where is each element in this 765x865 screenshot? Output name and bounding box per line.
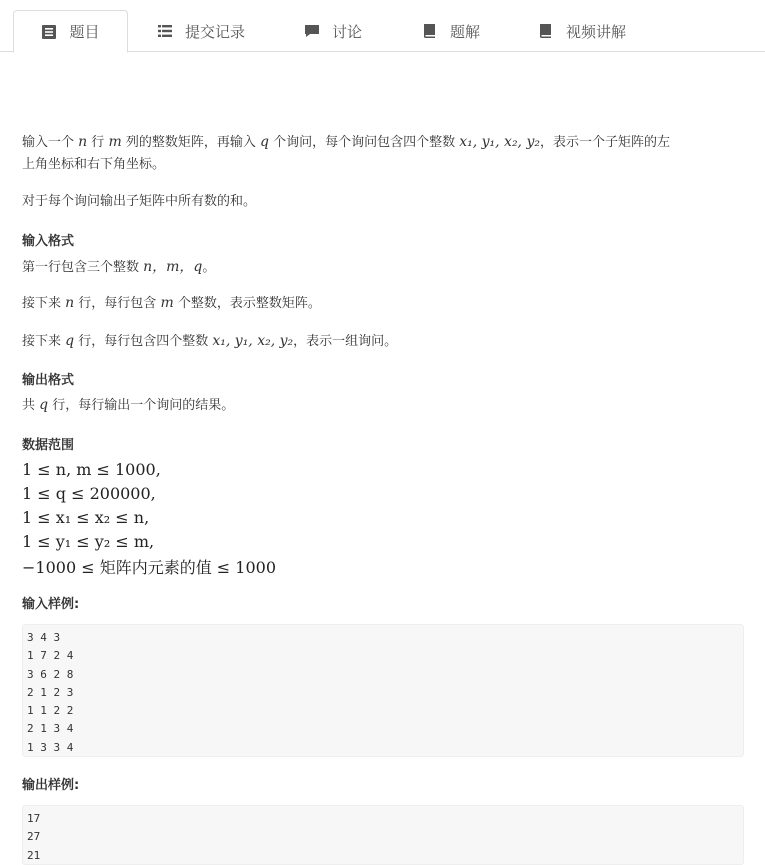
sample-input-heading: 输入样例: (22, 597, 80, 612)
tab-label: 视频讲解 (566, 22, 627, 41)
code-line: 2 1 2 3 (27, 685, 74, 699)
problem-intro: 输入一个 n 行 m 列的整数矩阵，再输入 q 个询问，每个询问包含四个整数 x₁, y₁, x₂, y₂，表示一个子矩阵的左 上角坐标和右下角坐标。 (22, 134, 670, 172)
tab-video[interactable] (538, 10, 626, 52)
code-line: 3 4 3 (27, 631, 61, 644)
input-format-heading: 输入格式 (22, 234, 75, 249)
range-line: 1 ≤ y₁ ≤ y₂ ≤ m, (22, 532, 155, 551)
code-line: 2 1 3 4 (27, 722, 74, 736)
tab-bar (0, 0, 765, 52)
code-line: 1 7 2 4 (27, 649, 74, 663)
video-book-icon (538, 23, 554, 39)
sample-input-block (22, 624, 744, 757)
code-line: 1 1 2 2 (27, 704, 74, 718)
tab-solutions[interactable] (422, 10, 480, 52)
sample-output-block (22, 805, 744, 865)
code-line: 27 (27, 830, 41, 844)
output-format-heading: 输出格式 (22, 373, 75, 388)
book-icon (422, 23, 438, 39)
chat-icon (304, 23, 320, 39)
input-format-line-3: 接下来 q 行，每行包含四个整数 x₁, y₁, x₂, y₂，表示一组询问。 (22, 333, 398, 349)
tab-label: 讨论 (332, 22, 363, 41)
code-line: 3 6 2 8 (27, 667, 74, 681)
tab-label: 题目 (69, 23, 100, 41)
code-line: 1 3 3 4 (27, 740, 74, 754)
list-icon (157, 23, 173, 39)
tab-submissions[interactable] (157, 10, 245, 52)
problem-task: 对于每个询问输出子矩阵中所有数的和。 (22, 194, 257, 209)
code-line: 17 (27, 812, 41, 825)
code-line: 21 (27, 848, 41, 862)
tab-label: 提交记录 (185, 22, 246, 41)
sample-output-heading: 输出样例: (22, 778, 80, 793)
output-format-line: 共 q 行，每行输出一个询问的结果。 (22, 397, 235, 413)
tab-label: 题解 (450, 22, 481, 41)
tab-discussion[interactable] (304, 10, 362, 52)
input-format-line-1: 第一行包含三个整数 n，m，q。 (22, 259, 216, 275)
input-format-line-2: 接下来 n 行，每行包含 m 个整数，表示整数矩阵。 (22, 295, 321, 311)
range-line: −1000 ≤ 矩阵内元素的值 ≤ 1000 (22, 558, 277, 577)
tab-problem[interactable] (13, 10, 128, 53)
range-line: 1 ≤ q ≤ 200000, (22, 484, 156, 503)
data-range-heading: 数据范围 (22, 438, 75, 453)
range-line: 1 ≤ n, m ≤ 1000, (22, 460, 161, 479)
document-icon (41, 24, 57, 40)
range-line: 1 ≤ x₁ ≤ x₂ ≤ n, (22, 508, 150, 527)
